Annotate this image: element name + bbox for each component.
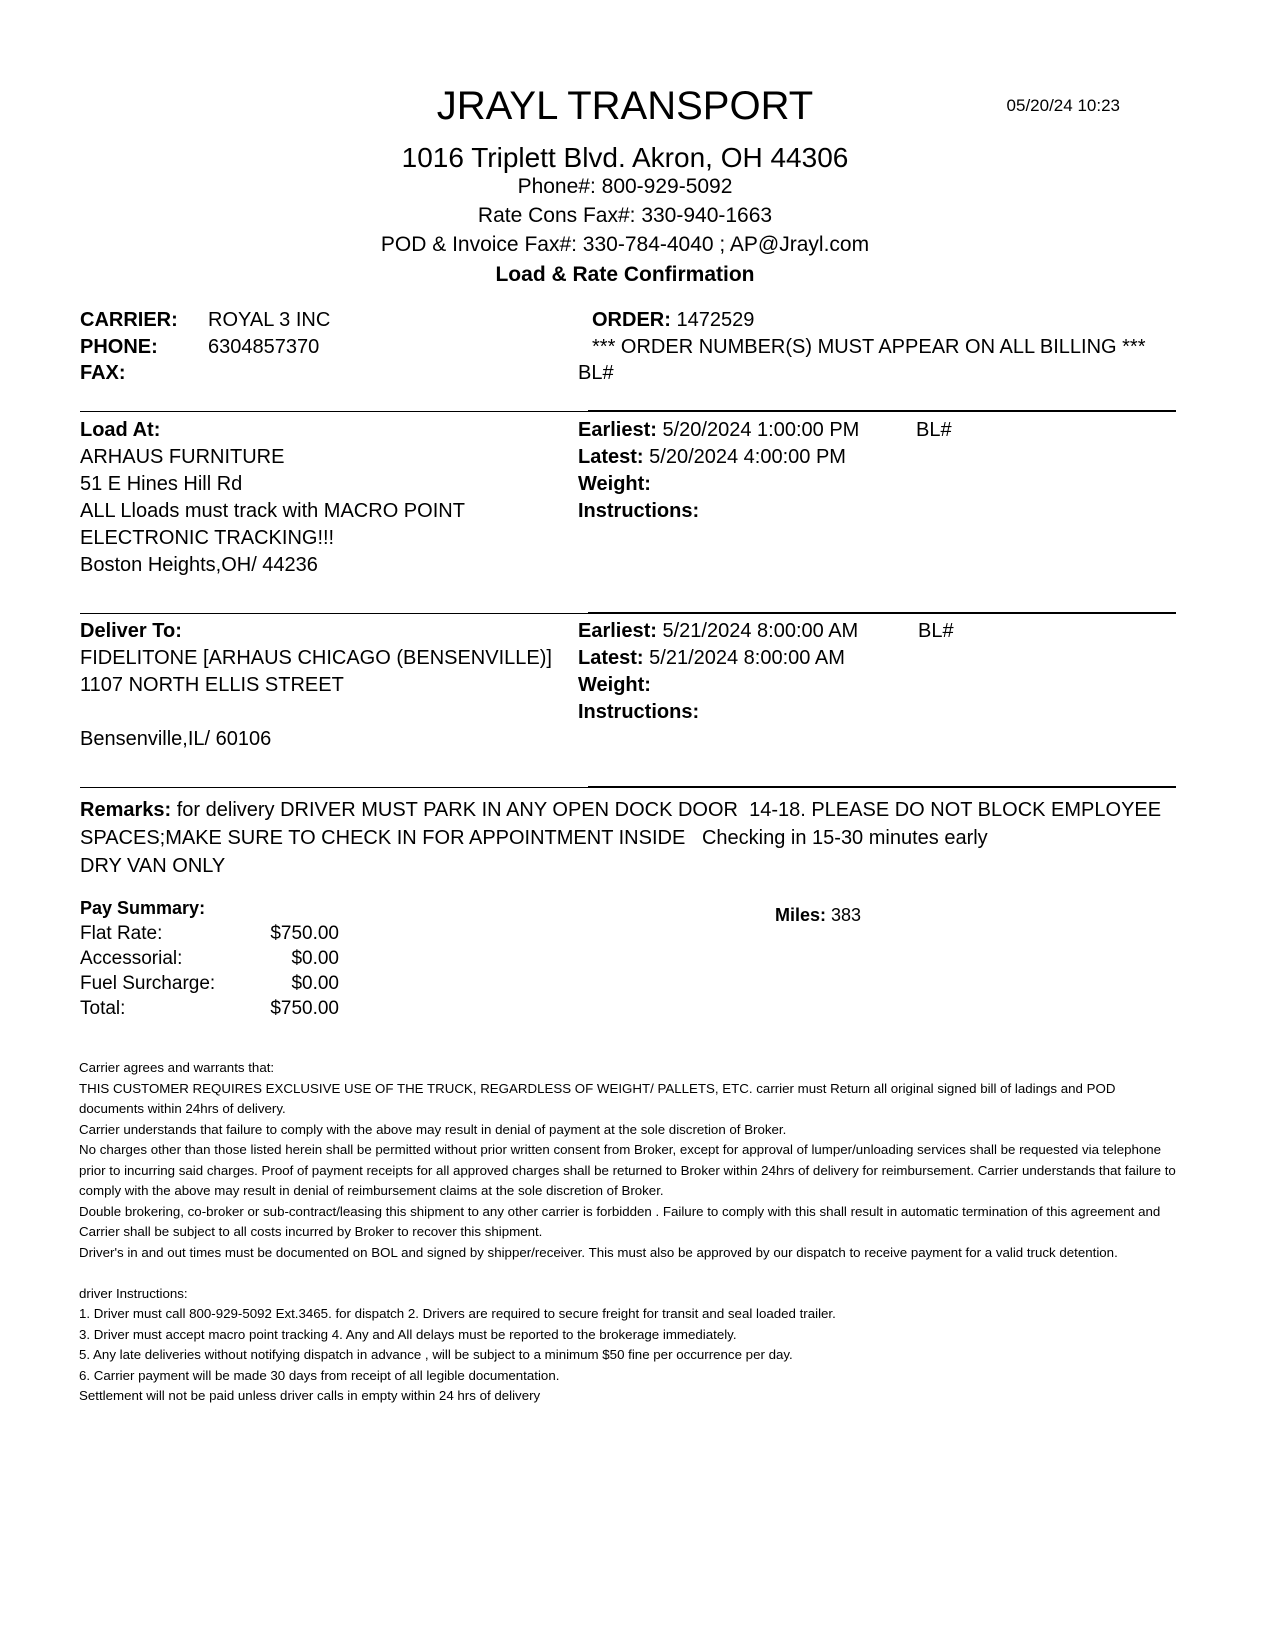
latest-label: Latest:	[578, 446, 644, 468]
terms-section	[79, 1058, 1184, 1407]
deliver-weight-label: Weight:	[578, 674, 651, 696]
divider	[80, 613, 588, 614]
load-at-line: Boston Heights,OH/ 44236	[80, 554, 318, 576]
load-at-line: ARHAUS FURNITURE	[80, 446, 285, 468]
deliver-to-heading: Deliver To:	[80, 620, 182, 642]
order-billing-notice: *** ORDER NUMBER(S) MUST APPEAR ON ALL BILLING ***	[592, 336, 1146, 358]
pay-row-amount: $0.00	[291, 948, 339, 969]
company-address: 1016 Triplett Blvd. Akron, OH 44306	[401, 142, 849, 173]
deliver-to-line: Bensenville,IL/ 60106	[80, 728, 272, 750]
remarks-line: DRY VAN ONLY	[80, 855, 226, 877]
order-line	[592, 309, 754, 332]
pay-row-label: Flat Rate:	[80, 923, 163, 944]
terms-line: No charges other than those listed herein shall be permitted without prior written consent from Broker, except for approval of lumper/unloading services shall be requested via telephone prior to incurring said charges. Proof of payment receipts for all approved charges shall be returned to Broker within 24hrs of delivery for reimbursement. Carrier understands that failure to comply with the above may result in denial of reimbursement claims at the sole discretion of Broker.	[79, 1142, 1176, 1198]
pay-row-amount: $750.00	[270, 998, 339, 1019]
remarks-line: for delivery DRIVER MUST PARK IN ANY OPEN DOCK DOOR 14-18. PLEASE DO NOT BLOCK EMPLOYEE	[171, 799, 1162, 821]
print-timestamp: 05/20/24 10:23	[1006, 96, 1120, 115]
company-name: JRAYL TRANSPORT	[436, 84, 814, 128]
earliest-value: 5/21/2024 8:00:00 AM	[662, 620, 859, 642]
load-bl: BL#	[916, 419, 952, 441]
remarks-label: Remarks:	[80, 799, 172, 821]
earliest-label: Earliest:	[578, 620, 657, 642]
earliest-value: 5/20/2024 1:00:00 PM	[662, 419, 860, 441]
remarks	[80, 796, 1180, 880]
pay-row-amount: $750.00	[270, 923, 339, 944]
company-phone: Phone#: 800-929-5092	[517, 175, 733, 198]
divider	[588, 410, 1176, 412]
deliver-earliest	[578, 620, 858, 643]
order-label: ORDER:	[592, 309, 671, 331]
terms-line: 5. Any late deliveries without notifying dispatch in advance , will be subject to a minimum $50 fine per occurrence per day.	[79, 1347, 793, 1362]
load-latest	[578, 446, 846, 469]
load-at-line: ELECTRONIC TRACKING!!!	[80, 527, 335, 549]
order-bl: BL#	[578, 362, 614, 384]
pay-row-amount: $0.00	[291, 973, 339, 994]
terms-line: Carrier agrees and warrants that:	[79, 1060, 275, 1075]
miles-label: Miles:	[775, 905, 827, 925]
miles-value: 383	[831, 905, 862, 925]
deliver-bl: BL#	[918, 620, 954, 642]
deliver-to-line: 1107 NORTH ELLIS STREET	[80, 674, 344, 696]
earliest-label: Earliest:	[578, 419, 657, 441]
pay-row-label: Accessorial:	[80, 948, 183, 969]
terms-line: 3. Driver must accept macro point tracking 4. Any and All delays must be reported to the brokerage immediately.	[79, 1326, 737, 1342]
pod-invoice-fax: POD & Invoice Fax#: 330-784-4040 ; AP@Jrayl.com	[380, 233, 870, 256]
divider	[588, 786, 1176, 788]
latest-value: 5/20/2024 4:00:00 PM	[649, 446, 846, 468]
carrier-phone-label: PHONE:	[80, 336, 158, 358]
terms-line: 1. Driver must call 800-929-5092 Ext.3465. for dispatch 2. Drivers are required to secure freight for transit and seal loaded trailer.	[79, 1306, 836, 1321]
terms-line: Driver's in and out times must be documented on BOL and signed by shipper/receiver. This must also be approved by our dispatch to receive payment for a valid truck detention.	[79, 1244, 1118, 1260]
order-number: 1472529	[676, 309, 755, 331]
terms-line	[79, 1263, 1184, 1284]
load-instructions-label: Instructions:	[578, 500, 700, 522]
carrier-value: ROYAL 3 INC	[208, 309, 331, 331]
carrier-fax-label: FAX:	[80, 362, 126, 384]
load-at-line: ALL Lloads must track with MACRO POINT	[80, 500, 465, 522]
divider	[80, 411, 588, 412]
divider	[588, 612, 1176, 614]
pay-row-label: Total:	[80, 998, 126, 1019]
terms-line: 6. Carrier payment will be made 30 days from receipt of all legible documentation.	[79, 1367, 560, 1383]
document-title: Load & Rate Confirmation	[495, 263, 755, 286]
deliver-to-line: FIDELITONE [ARHAUS CHICAGO (BENSENVILLE)]	[80, 647, 552, 669]
pay-summary-heading: Pay Summary:	[80, 898, 206, 918]
latest-label: Latest:	[578, 647, 644, 669]
load-at-line: 51 E Hines Hill Rd	[80, 473, 243, 495]
deliver-latest	[578, 647, 845, 670]
load-weight-label: Weight:	[578, 473, 651, 495]
remarks-line: SPACES;MAKE SURE TO CHECK IN FOR APPOINTMENT INSIDE Checking in 15-30 minutes early	[80, 827, 988, 849]
latest-value: 5/21/2024 8:00:00 AM	[649, 647, 845, 669]
terms-line: Carrier understands that failure to comply with the above may result in denial of payment at the sole discretion of Broker.	[79, 1121, 787, 1137]
terms-line: driver Instructions:	[79, 1285, 188, 1301]
pay-row-label: Fuel Surcharge:	[80, 973, 216, 994]
divider	[80, 787, 588, 788]
miles	[775, 905, 861, 926]
load-earliest	[578, 419, 859, 442]
load-at-heading: Load At:	[80, 419, 161, 441]
terms-line: THIS CUSTOMER REQUIRES EXCLUSIVE USE OF THE TRUCK, REGARDLESS OF WEIGHT/ PALLETS, ETC. carrier must Return all original signed bill of ladings and POD documents within 24hrs of delivery.	[79, 1080, 1116, 1116]
terms-line: Settlement will not be paid unless driver calls in empty within 24 hrs of delivery	[79, 1388, 541, 1403]
carrier-label: CARRIER:	[80, 309, 178, 331]
terms-line: Double brokering, co-broker or sub-contract/leasing this shipment to any other carrier is forbidden . Failure to comply with this shall result in automatic termination of this agreement and Carrier shall be subject to all costs incurred by Broker to recover this shipment.	[79, 1203, 1161, 1239]
carrier-phone-value: 6304857370	[208, 336, 320, 358]
deliver-instructions-label: Instructions:	[578, 701, 700, 723]
rate-cons-fax: Rate Cons Fax#: 330-940-1663	[477, 204, 773, 227]
